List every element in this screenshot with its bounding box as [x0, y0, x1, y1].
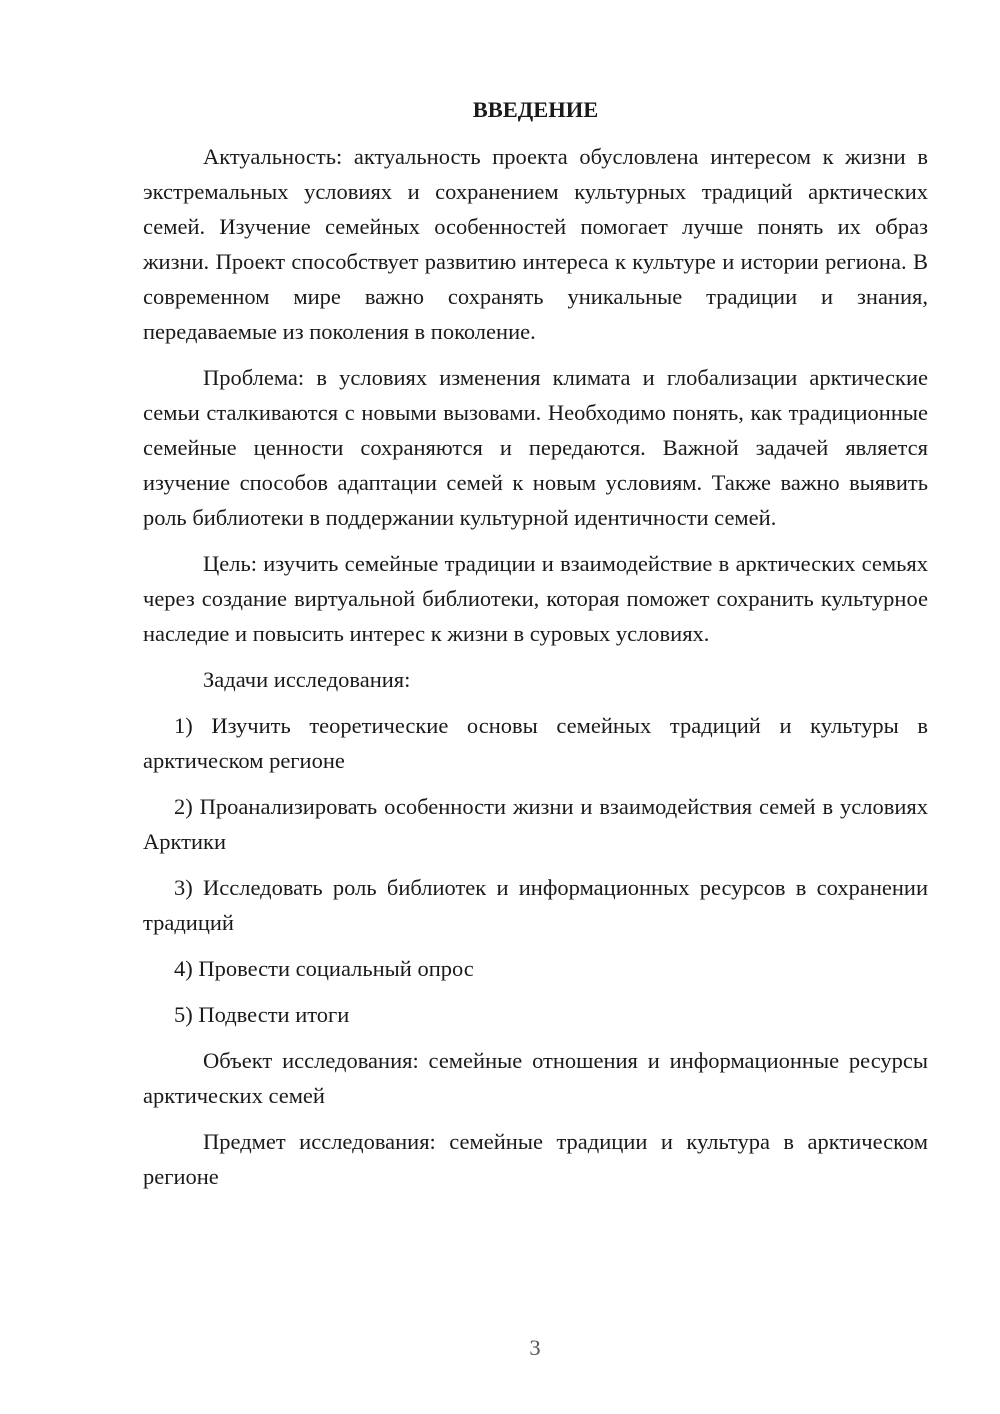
document-page — [143, 92, 928, 1205]
task-item-4: 4) Провести социальный опрос — [174, 956, 474, 981]
task-item-1: 1) Изучить теоретические основы семейных традиций и культуры в арктическом регионе — [143, 713, 928, 773]
task-item-5: 5) Подвести итоги — [174, 1002, 350, 1027]
problem-paragraph: Проблема: в условиях изменения климата и глобализации арктические семьи сталкиваются с новыми вызовами. Необходимо понять, как традиционные семейные ценности сохраняются и передаются. Важной задачей является изучение способов адаптации семей к новым условиям. Также важно выявить роль библиотеки в поддержании культурной идентичности семей. — [143, 365, 928, 530]
relevance-paragraph: Актуальность: актуальность проекта обусловлена интересом к жизни в экстремальных условиях и сохранением культурных традиций арктических семей. Изучение семейных особенностей помогает лучше понять их образ жизни. Проект способствует развитию интереса к культуре и истории региона. В современном мире важно сохранять уникальные традиции и знания, передаваемые из поколения в поколение. — [143, 144, 928, 344]
task-item-2: 2) Проанализировать особенности жизни и взаимодействия семей в условиях Арктики — [143, 794, 928, 854]
goal-paragraph: Цель: изучить семейные традиции и взаимодействие в арктических семьях через создание виртуальной библиотеки, которая поможет сохранить культурное наследие и повысить интерес к жизни в суровых условиях. — [143, 551, 928, 646]
page-number: 3 — [529, 1335, 541, 1360]
object-paragraph: Объект исследования: семейные отношения и информационные ресурсы арктических семей — [143, 1048, 928, 1108]
section-title: ВВЕДЕНИЕ — [472, 97, 599, 122]
subject-paragraph: Предмет исследования: семейные традиции и культура в арктическом регионе — [143, 1129, 928, 1189]
task-item-3: 3) Исследовать роль библиотек и информационных ресурсов в сохранении традиций — [143, 875, 928, 935]
tasks-heading: Задачи исследования: — [203, 667, 411, 692]
